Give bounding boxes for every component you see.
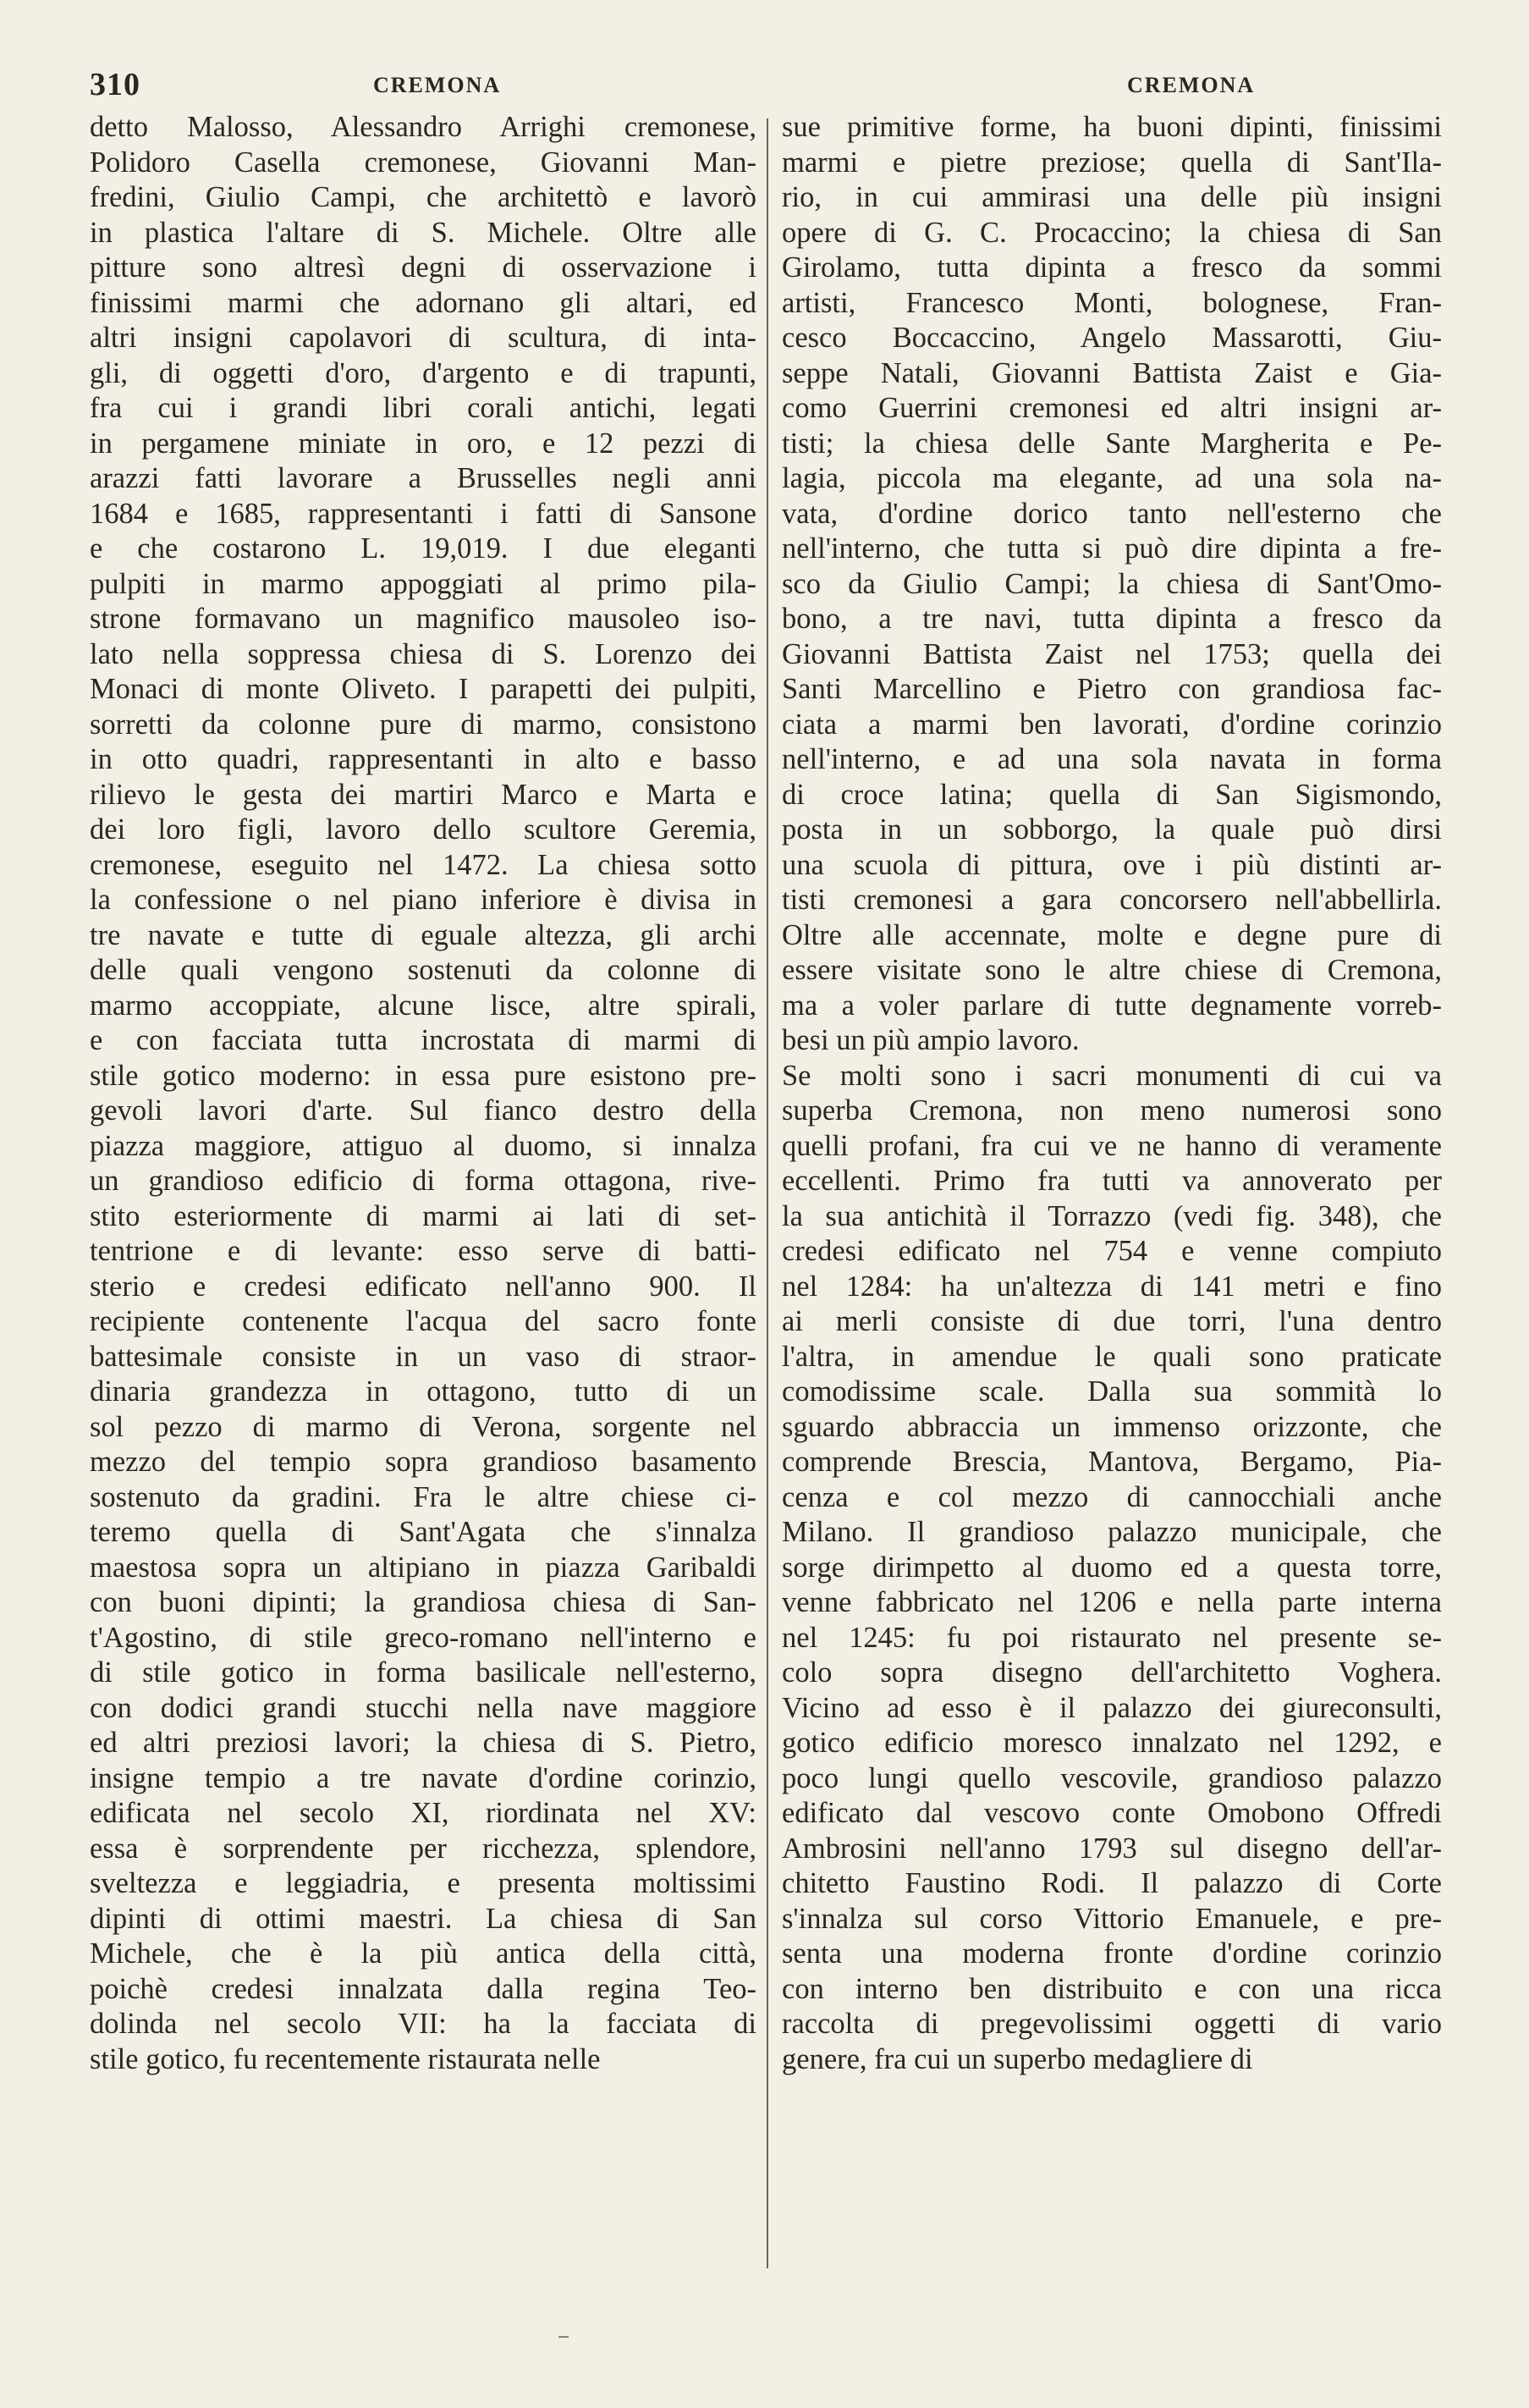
text-line: e con facciata tutta incrostata di marmi di <box>90 1024 756 1056</box>
text-line: teremo quella di Sant'Agata che s'innalza <box>90 1516 756 1548</box>
text-line: tisti; la chiesa delle Sante Margherita e Pe- <box>782 427 1442 460</box>
running-head-left: CREMONA <box>373 73 502 97</box>
text-line: di stile gotico in forma basilicale nell'esterno, <box>90 1656 756 1689</box>
text-line: sorge dirimpetto al duomo ed a questa torre, <box>782 1551 1442 1584</box>
text-line: dolinda nel secolo VII: ha la facciata di <box>90 2008 756 2040</box>
text-line: pitture sono altresì degni di osservazione i <box>90 251 756 284</box>
text-line: dei loro figli, lavoro dello scultore Geremia, <box>90 813 756 846</box>
text-line: genere, fra cui un superbo medagliere di <box>782 2042 1253 2075</box>
text-line: la sua antichità il Torrazzo (vedi fig. 348), che <box>782 1199 1442 1232</box>
text-line: pulpiti in marmo appoggiati al primo pila- <box>90 567 756 600</box>
text-line: colo sopra disegno dell'architetto Voghera. <box>782 1656 1442 1689</box>
text-line: Girolamo, tutta dipinta a fresco da sommi <box>782 251 1442 284</box>
page-number: 310 <box>90 67 140 102</box>
text-line: mezzo del tempio sopra grandioso basamento <box>90 1446 756 1478</box>
text-line: essa è sorprendente per ricchezza, splendore, <box>90 1832 756 1865</box>
text-line: Oltre alle accennate, molte e degne pure di <box>782 918 1442 951</box>
text-line: ciata a marmi ben lavorati, d'ordine corinzio <box>782 708 1442 741</box>
page-header <box>90 66 1445 110</box>
text-line: fra cui i grandi libri corali antichi, legati <box>90 392 756 424</box>
text-line: eccellenti. Primo fra tutti va annoverato per <box>782 1165 1442 1197</box>
text-line: senta una moderna fronte d'ordine corinzio <box>782 1937 1442 1970</box>
text-line: comprende Brescia, Mantova, Bergamo, Pia- <box>782 1446 1442 1478</box>
text-line: Ambrosini nell'anno 1793 sul disegno dell'ar- <box>782 1832 1442 1865</box>
text-line: con interno ben distribuito e con una ricca <box>782 1972 1442 2005</box>
text-line: artisti, Francesco Monti, bolognese, Fran- <box>782 286 1442 319</box>
text-line: Monaci di monte Oliveto. I parapetti dei pulpiti, <box>90 673 756 705</box>
text-line: in plastica l'altare di S. Michele. Oltre alle <box>90 216 756 249</box>
text-line: superba Cremona, non meno numerosi sono <box>782 1094 1442 1127</box>
text-line: opere di G. C. Procaccino; la chiesa di San <box>782 216 1442 249</box>
text-line: altri insigni capolavori di scultura, di inta- <box>90 322 756 354</box>
text-line: tre navate e tutte di eguale altezza, gli archi <box>90 918 756 951</box>
text-line: venne fabbricato nel 1206 e nella parte interna <box>782 1586 1442 1618</box>
text-line: lagia, piccola ma elegante, ad una sola na- <box>782 462 1442 494</box>
text-line: fredini, Giulio Campi, che architettò e lavorò <box>90 181 756 213</box>
text-line: stile gotico, fu recentemente ristaurata nelle <box>90 2042 601 2075</box>
text-line: quelli profani, fra cui ve ne hanno di veramente <box>782 1129 1442 1162</box>
text-line: seppe Natali, Giovanni Battista Zaist e Gia- <box>782 356 1442 389</box>
text-line: nell'interno, e ad una sola navata in forma <box>782 743 1442 775</box>
text-line: l'altra, in amendue le quali sono praticate <box>782 1340 1442 1373</box>
text-line: gevoli lavori d'arte. Sul fianco destro della <box>90 1094 756 1127</box>
text-line: sterio e credesi edificato nell'anno 900. Il <box>90 1270 756 1303</box>
bottom-mark <box>558 2336 569 2338</box>
text-line: in otto quadri, rappresentanti in alto e basso <box>90 743 756 775</box>
text-line: sol pezzo di marmo di Verona, sorgente nel <box>90 1410 756 1443</box>
text-line: posta in un sobborgo, la quale può dirsi <box>782 813 1442 846</box>
text-line: gotico edificio moresco innalzato nel 1292, e <box>782 1727 1442 1759</box>
text-line: insigne tempio a tre navate d'ordine corinzio, <box>90 1761 756 1794</box>
text-line: detto Malosso, Alessandro Arrighi cremonese, <box>90 111 756 143</box>
text-line: credesi edificato nel 754 e venne compiuto <box>782 1235 1442 1267</box>
text-line: stito esteriormente di marmi ai lati di set- <box>90 1199 756 1232</box>
text-line: edificato dal vescovo conte Omobono Offredi <box>782 1797 1442 1829</box>
text-line: vata, d'ordine dorico tanto nell'esterno che <box>782 497 1442 530</box>
text-line: sostenuto da gradini. Fra le altre chiese ci- <box>90 1480 756 1513</box>
text-line: rio, in cui ammirasi una delle più insigni <box>782 181 1442 213</box>
text-line: dipinti di ottimi maestri. La chiesa di San <box>90 1902 756 1935</box>
text-line: piazza maggiore, attiguo al duomo, si innalza <box>90 1129 756 1162</box>
text-line: poco lungi quello vescovile, grandioso palazzo <box>782 1761 1442 1794</box>
text-line: in pergamene miniate in oro, e 12 pezzi di <box>90 427 756 460</box>
left-text-column <box>90 110 756 2077</box>
text-line: una scuola di pittura, ove i più distinti ar- <box>782 848 1442 881</box>
text-line: cenza e col mezzo di cannocchiali anche <box>782 1480 1442 1513</box>
text-line: sorretti da colonne pure di marmo, consistono <box>90 708 756 741</box>
text-line: marmi e pietre preziose; quella di Sant'Ila- <box>782 146 1442 179</box>
text-line: nel 1284: ha un'altezza di 141 metri e fino <box>782 1270 1442 1303</box>
text-line: Giovanni Battista Zaist nel 1753; quella dei <box>782 637 1442 670</box>
text-line: bono, a tre navi, tutta dipinta a fresco da <box>782 603 1442 635</box>
text-line: lato nella soppressa chiesa di S. Lorenzo dei <box>90 637 756 670</box>
text-line: poichè credesi innalzata dalla regina Teo- <box>90 1972 756 2005</box>
text-line: con buoni dipinti; la grandiosa chiesa di San- <box>90 1586 756 1618</box>
text-line: chitetto Faustino Rodi. Il palazzo di Corte <box>782 1867 1442 1899</box>
text-line: 1684 e 1685, rappresentanti i fatti di Sansone <box>90 497 756 530</box>
text-line: t'Agostino, di stile greco-romano nell'interno e <box>90 1621 756 1654</box>
text-line: Polidoro Casella cremonese, Giovanni Man- <box>90 146 756 179</box>
text-line: con dodici grandi stucchi nella nave maggiore <box>90 1691 756 1724</box>
text-line: ai merli consiste di due torri, l'una dentro <box>782 1305 1442 1337</box>
text-line: raccolta di pregevolissimi oggetti di vario <box>782 2008 1442 2040</box>
text-line: tentrione e di levante: esso serve di batti- <box>90 1235 756 1267</box>
text-line: la confessione o nel piano inferiore è divisa in <box>90 884 756 916</box>
text-line: dinaria grandezza in ottagono, tutto di un <box>90 1375 756 1408</box>
text-line: rilievo le gesta dei martiri Marco e Marta e <box>90 778 756 811</box>
text-line: Michele, che è la più antica della città, <box>90 1937 756 1970</box>
text-line: Se molti sono i sacri monumenti di cui va <box>782 1059 1442 1092</box>
right-text-column <box>782 110 1442 2077</box>
text-line: finissimi marmi che adornano gli altari, ed <box>90 286 756 319</box>
text-line: cesco Boccaccino, Angelo Massarotti, Giu- <box>782 322 1442 354</box>
text-line: tisti cremonesi a gara concorsero nell'abbellirla. <box>782 884 1442 916</box>
text-line: e che costarono L. 19,019. I due eleganti <box>90 532 756 565</box>
column-divider <box>767 118 768 2268</box>
text-line: sguardo abbraccia un immenso orizzonte, che <box>782 1410 1442 1443</box>
text-line: s'innalza sul corso Vittorio Emanuele, e pre- <box>782 1902 1442 1935</box>
text-line: Santi Marcellino e Pietro con grandiosa fac- <box>782 673 1442 705</box>
text-line: marmo accoppiate, alcune lisce, altre spirali, <box>90 989 756 1022</box>
text-line: un grandioso edificio di forma ottagona, rive- <box>90 1165 756 1197</box>
text-line: ed altri preziosi lavori; la chiesa di S. Pietro, <box>90 1727 756 1759</box>
text-line: arazzi fatti lavorare a Brusselles negli anni <box>90 462 756 494</box>
text-line: battesimale consiste in un vaso di straor- <box>90 1340 756 1373</box>
text-line: Vicino ad esso è il palazzo dei giureconsulti, <box>782 1691 1442 1724</box>
running-head-right: CREMONA <box>1127 73 1256 97</box>
text-line: di croce latina; quella di San Sigismondo, <box>782 778 1442 811</box>
text-line: stile gotico moderno: in essa pure esistono pre- <box>90 1059 756 1092</box>
text-line: nel 1245: fu poi ristaurato nel presente se- <box>782 1621 1442 1654</box>
text-line: delle quali vengono sostenuti da colonne di <box>90 954 756 986</box>
text-line: comodissime scale. Dalla sua sommità lo <box>782 1375 1442 1408</box>
text-line: strone formavano un magnifico mausoleo iso- <box>90 603 756 635</box>
text-line: nell'interno, che tutta si può dire dipinta a fre- <box>782 532 1442 565</box>
text-line: gli, di oggetti d'oro, d'argento e di trapunti, <box>90 356 756 389</box>
text-line: maestosa sopra un altipiano in piazza Garibaldi <box>90 1551 756 1584</box>
text-line: recipiente contenente l'acqua del sacro fonte <box>90 1305 756 1337</box>
text-line: besi un più ampio lavoro. <box>782 1024 1080 1056</box>
text-line: sco da Giulio Campi; la chiesa di Sant'Omo- <box>782 567 1442 600</box>
text-line: ma a voler parlare di tutte degnamente vorreb- <box>782 989 1442 1022</box>
text-line: sue primitive forme, ha buoni dipinti, finissimi <box>782 111 1442 143</box>
text-line: como Guerrini cremonesi ed altri insigni ar- <box>782 392 1442 424</box>
text-line: Milano. Il grandioso palazzo municipale, che <box>782 1516 1442 1548</box>
text-line: essere visitate sono le altre chiese di Cremona, <box>782 954 1442 986</box>
text-line: edificata nel secolo XI, riordinata nel XV: <box>90 1797 756 1829</box>
text-line: sveltezza e leggiadria, e presenta moltissimi <box>90 1867 756 1899</box>
text-line: cremonese, eseguito nel 1472. La chiesa sotto <box>90 848 756 881</box>
